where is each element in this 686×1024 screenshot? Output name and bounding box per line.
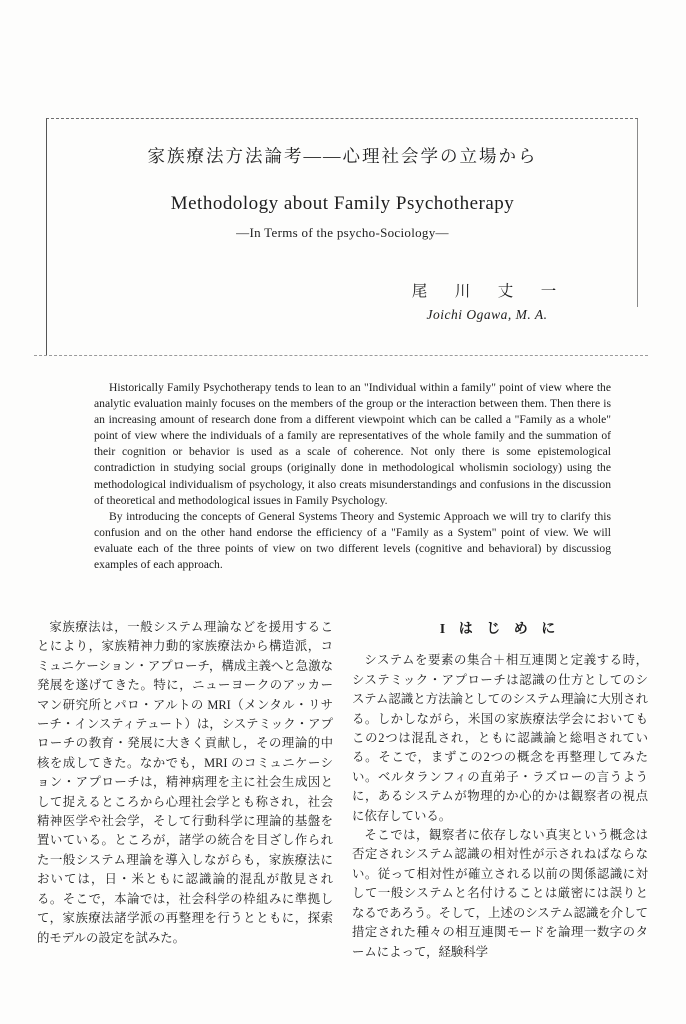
body-columns [37, 618, 649, 962]
title-box-bottom-rule [34, 355, 648, 356]
author-name-english: Joichi Ogawa, M. A. [426, 307, 548, 322]
right-column [352, 618, 648, 962]
left-column-paragraph: 家族療法は，一般システム理論などを援用することにより，家族精神力動的家族療法から構造派，コミュニケーション・アプローチ，構成主義へと急激な発展を遂げてきた。特に，ニューヨークのアッカーマン研究所とパロ・アルトの MRI（メンタル・リサーチ・インスティテュート）は，システミック・アプローチの教育・発展に大きく貢献し，その理論的中核を成してきた。なかでも，MRI のコミュニケーション・アプローチは，精神病理を主に社会生成因として捉えるところから心理社会学とも称され，社会精神医学や社会学，そして行動科学に理論的基盤を置いている。ところが，諸学の統合を目ざし作られた一般システム理論を導入しながらも，家族療法においては，日・米ともに認識論的混乱が散見される。そこで，本論では，社会科学の枠組みに準拠して，家族療法諸学派の再整理を行うとともに，探索的モデルの設定を試みた。 [37, 620, 333, 945]
abstract-paragraph-1: Historically Family Psychotherapy tends to lean to an "Individual within a family" point of view where the analytic evaluation mainly focuses on the members of the group or the interaction between them. Then there is an increasing amount of research done from a different viewpoint which can be called a "Family as a whole" point of view where the individuals of a family are representatives of the whole family and the summation of their cognition or behavior is used as a scale of coherence. Not only there is some epistemological contradiction in studying social groups (originally done in methodological wholismin sociology) using the methodological individualism of psychology, it also creats misunderstandings and confusions in the discussion of theoretical and methodological issues in Family Psychology. [94, 381, 611, 507]
author-block [337, 279, 637, 323]
title-japanese: 家族療法方法論考——心理社会学の立場から [147, 146, 538, 166]
author-name-japanese: 尾 川 丈 一 [411, 283, 563, 300]
title-box-right-rule [637, 119, 638, 307]
section-heading-introduction: I は じ め に [439, 622, 561, 637]
abstract-paragraph-2: By introducing the concepts of General Systems Theory and Systemic Approach we will try to clarify this confusion and on the other hand endorse the efficiency of a "Family as a System" point of view. We will evaluate each of the three points of view on two different levels (cognitive and behavioral) by discussiog examples of each approach. [94, 509, 611, 572]
abstract [94, 380, 611, 573]
right-column-paragraph-1: システムを要素の集合＋相互連関と定義する時，システミック・アプローチは認識の仕方としてのシステム認識と方法論としてのシステム理論に大別される。しかしながら，米国の家族療法学会においてもこの2つは混乱され，ともに認識論と総唱されている。そこで，まずこの2つの概念を再整理してみたい。ベルタランフィの直弟子・ラズローの言うように，あるシステムが物理的か心的かは観察者の視点に依存している。 [352, 653, 648, 823]
subtitle-english: —In Terms of the psycho-Sociology— [236, 225, 449, 240]
left-column [37, 618, 333, 962]
title-english: Methodology about Family Psychotherapy [170, 193, 515, 214]
right-column-paragraph-2: そこでは，観察者に依存しない真実という概念は否定されシステム認識の相対性が示されねばならない。従って相対性が確立される以前の関係認識に対して一般システムと名付けることは厳密には誤りとなるであろう。そして，上述のシステム認識を介して措定された種々の相互連関モードを論理一数字のタームによって，経験科学 [352, 828, 648, 959]
title-box [46, 118, 638, 356]
